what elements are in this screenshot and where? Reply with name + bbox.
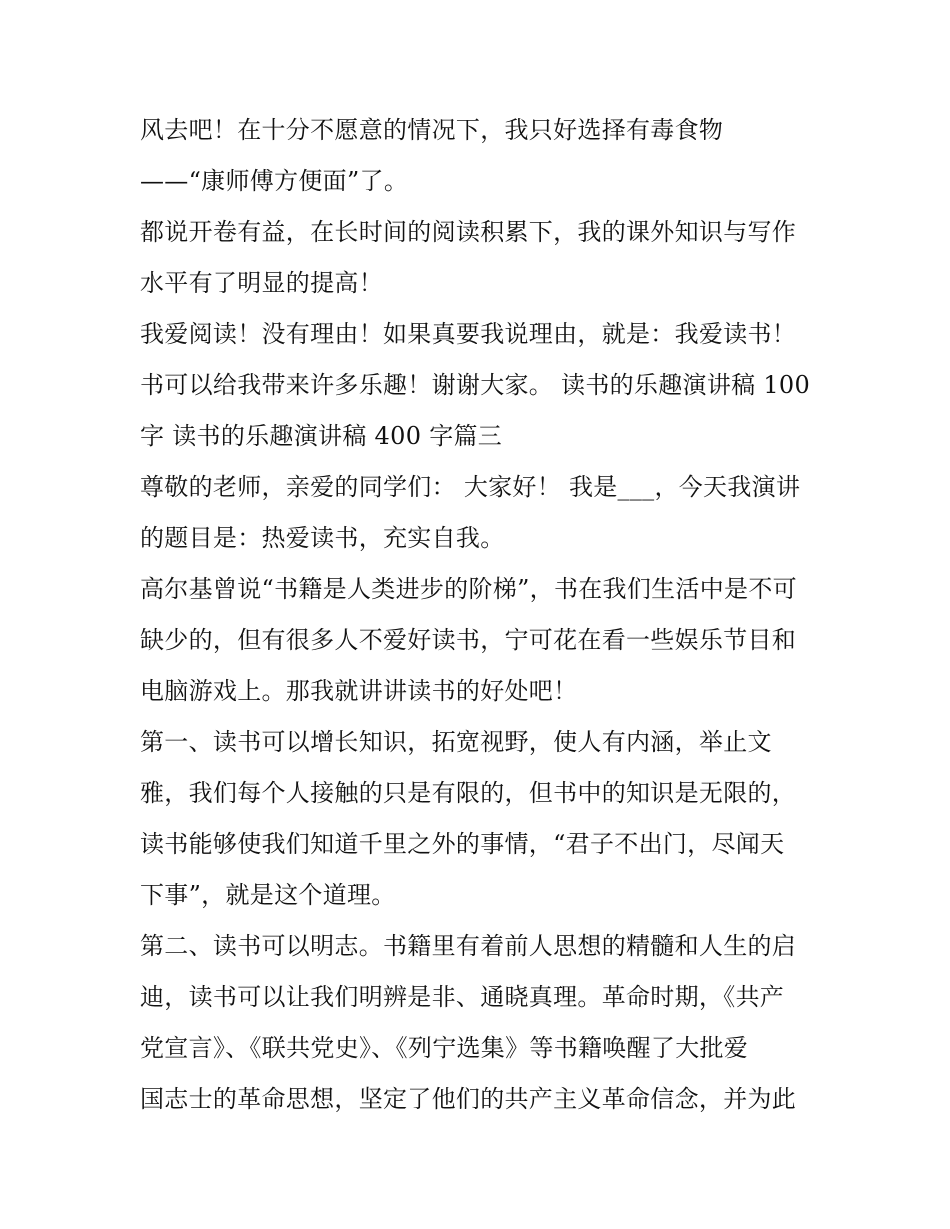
text-line: 水平有了明显的提高！: [140, 269, 383, 297]
text-line: 风去吧！在十分不愿意的情况下，我只好选择有毒食物: [140, 116, 724, 144]
text-line: 高尔基曾说“书籍是人类进步的阶梯”，书在我们生活中是不可: [140, 575, 797, 603]
text-line: 的题目是：热爱读书，充实自我。: [140, 524, 505, 552]
text-line: 尊敬的老师，亲爱的同学们： 大家好！ 我是___，今天我演讲: [140, 473, 801, 501]
text-line: 第一、读书可以增长知识，拓宽视野，使人有内涵，举止文: [140, 728, 772, 756]
text-line: 党宣言》、《联共党史》、《列宁选集》等书籍唤醒了大批爱: [140, 1034, 749, 1062]
text-line: 我爱阅读！没有理由！如果真要我说理由，就是：我爱读书！: [140, 320, 797, 348]
text-line: 下事”，就是这个道理。: [140, 881, 396, 909]
text-line: 第二、读书可以明志。书籍里有着前人思想的精髓和人生的启: [140, 932, 797, 960]
text-line: 读书能够使我们知道千里之外的事情，“君子不出门，尽闻天: [140, 830, 785, 858]
text-line: ——“康师傅方便面”了。: [140, 167, 409, 195]
text-line: 都说开卷有益，在长时间的阅读积累下，我的课外知识与写作: [140, 218, 797, 246]
text-line: 迪，读书可以让我们明辨是非、通晓真理。革命时期，《共产: [140, 983, 785, 1011]
document-body: [140, 105, 820, 1125]
text-line: 书可以给我带来许多乐趣！谢谢大家。 读书的乐趣演讲稿 100: [140, 371, 811, 399]
text-line: 国志士的革命思想，坚定了他们的共产主义革命信念，并为此: [140, 1085, 797, 1113]
text-line: 缺少的，但有很多人不爱好读书，宁可花在看一些娱乐节目和: [140, 626, 797, 654]
text-line: 电脑游戏上。那我就讲讲读书的好处吧！: [140, 677, 578, 705]
text-line: 雅，我们每个人接触的只是有限的，但书中的知识是无限的，: [140, 779, 797, 807]
text-line: 字 读书的乐趣演讲稿 400 字篇三: [140, 422, 503, 450]
